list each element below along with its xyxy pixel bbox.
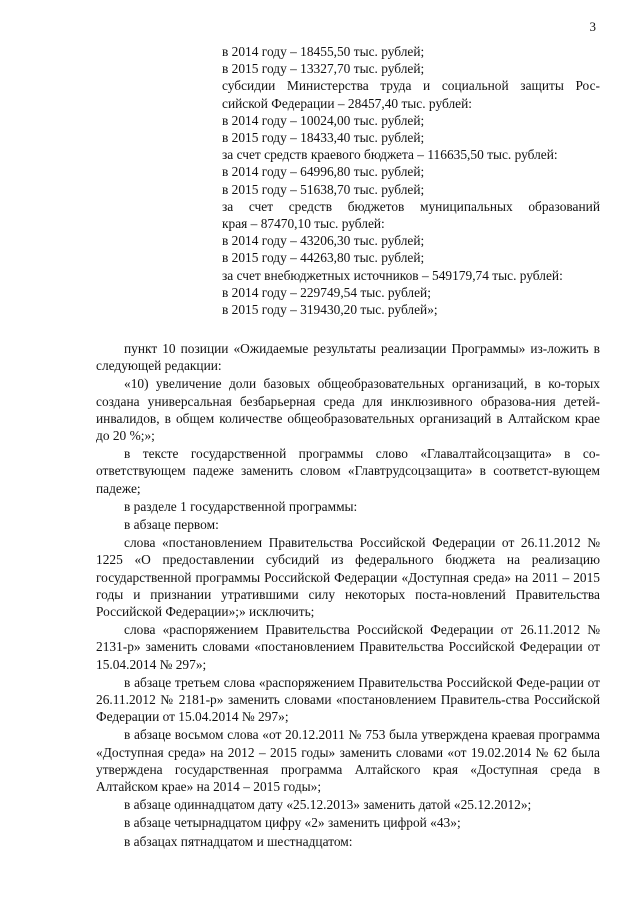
paragraph-item-10-text: «10) увеличение доли базовых общеобразовательных организаций, в ко-торых создана универсальная безбарьерная среда для инклюзивного образова-ния детей-инвалидов, в общем количестве общеобразовательных организаций в Алтайском крае до 20 %;»; (96, 376, 600, 444)
funding-line: в 2014 году – 43206,30 тыс. рублей; (222, 233, 425, 249)
funding-line: за счет средств краевого бюджета – 116635,50 тыс. рублей: (222, 147, 558, 163)
paragraph-words-order-2131: слова «распоряжением Правительства Российской Федерации от 26.11.2012 № 2131-р» заменить словами «постановлением Правительства Российской Федерации от 15.04.2014 № 297»; (96, 622, 600, 672)
paragraph-eleventh-subparagraph: в абзаце одиннадцатом дату «25.12.2013» заменить датой «25.12.2012»; (124, 797, 532, 813)
funding-line: в 2014 году – 64996,80 тыс. рублей; (222, 164, 425, 180)
paragraph-first-subparagraph: в абзаце первом: (124, 517, 219, 533)
paragraph-eighth-subparagraph: в абзаце восьмом слова «от 20.12.2011 № 753 была утверждена краевая программа «Доступная среда» на 2012 – 2015 годы» заменить словами «от 19.02.2014 № 62 была утверждена государственная программа Алтайского края «Доступная среда в Алтайском крае» на 2014 – 2015 годы»; (96, 727, 600, 795)
funding-breakdown-list (222, 43, 600, 318)
paragraph-fourteenth-subparagraph: в абзаце четырнадцатом цифру «2» заменить цифрой «43»; (124, 815, 461, 831)
paragraph-section-1: в разделе 1 государственной программы: (124, 498, 358, 514)
funding-line: в 2015 году – 319430,20 тыс. рублей»; (222, 302, 438, 318)
funding-line: в 2015 году – 18433,40 тыс. рублей; (222, 130, 425, 146)
funding-line: субсидии Министерства труда и социальной защиты Рос- (222, 78, 600, 94)
funding-line: края – 87470,10 тыс. рублей: (222, 216, 385, 232)
document-body (96, 340, 600, 851)
paragraph-fifteenth-sixteenth: в абзацах пятнадцатом и шестнадцатом: (124, 833, 353, 849)
paragraph-rename-agency: в тексте государственной программы слово «Главалтайсоцзащита» в со-ответствующем падеже заменить словом «Главтрудсоцзащита» в соответст-вующем падеже; (96, 446, 600, 496)
paragraph-third-subparagraph: в абзаце третьем слова «распоряжением Правительства Российской Феде-рации от 26.11.2012 № 2181-р» заменить словами «постановлением Правитель-ства Российской Федерации от 15.04.2014 № 297»; (96, 674, 600, 725)
funding-line: в 2014 году – 10024,00 тыс. рублей; (222, 112, 425, 128)
paragraph-words-resolution-1225: слова «постановлением Правительства Российской Федерации от 26.11.2012 № 1225 «О предоставлении субсидий из федерального бюджета на реализацию государственной программы Российской Федерации «Доступная среда» на 2011 – 2015 годы и признании утратившими силу некоторых поста-новлений Правительства Российской Федерации»;» исключить; (96, 535, 600, 620)
funding-line: за счет внебюджетных источников – 549179,74 тыс. рублей: (222, 267, 563, 283)
paragraph-item-10: пункт 10 позиции «Ожидаемые результаты реализации Программы» из-ложить в следующей редакции: (96, 341, 600, 374)
funding-line: сийской Федерации – 28457,40 тыс. рублей: (222, 95, 472, 111)
funding-line: в 2015 году – 51638,70 тыс. рублей; (222, 181, 425, 197)
page-number: 3 (589, 19, 596, 34)
funding-line: в 2015 году – 13327,70 тыс. рублей; (222, 61, 425, 77)
funding-line: в 2014 году – 18455,50 тыс. рублей; (222, 44, 425, 59)
funding-line: за счет средств бюджетов муниципальных образований (222, 198, 600, 214)
funding-line: в 2014 году – 229749,54 тыс. рублей; (222, 284, 431, 300)
funding-line: в 2015 году – 44263,80 тыс. рублей; (222, 250, 425, 266)
